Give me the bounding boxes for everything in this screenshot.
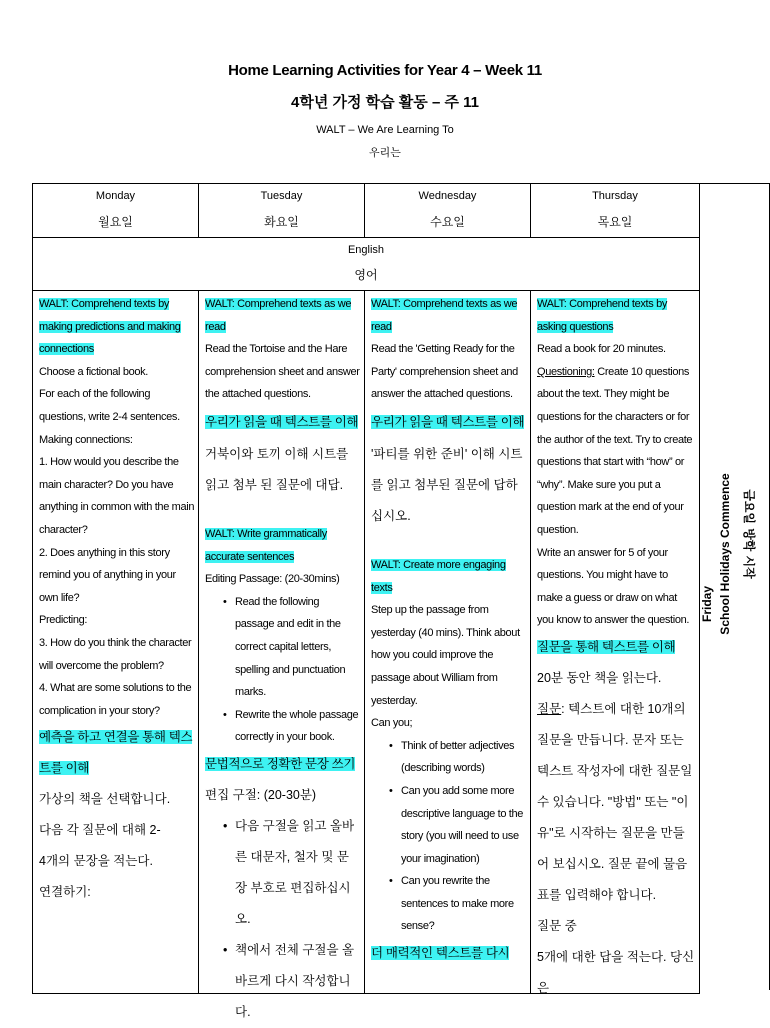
tuesday-text-1: Read the Tortoise and the Hare comprehension sheet and answer the attached questions. xyxy=(205,343,360,401)
thursday-cell xyxy=(531,291,700,994)
questioning-label-korean: 질문 xyxy=(537,701,562,716)
tuesday-text-1-korean: 거북이와 토끼 이해 시트를 읽고 첨부 된 질문에 대답. xyxy=(205,446,349,492)
monday-kr-line: 가상의 책을 선택합니다. xyxy=(39,792,171,807)
day-label-korean: 목요일 xyxy=(597,215,633,229)
holidays-label: School Holidays Commence xyxy=(718,473,732,635)
activity-table xyxy=(32,183,700,1019)
page-title-korean: 4학년 가정 학습 활동 – 주 11 xyxy=(291,94,479,111)
monday-walt: WALT: Comprehend texts by making predictions and making connections xyxy=(39,298,181,356)
day-label-korean: 월요일 xyxy=(98,215,133,229)
tuesday-bullets xyxy=(205,591,361,749)
monday-cell xyxy=(33,291,199,994)
tuesday-text-2: Editing Passage: (20-30mins) xyxy=(205,573,340,586)
thursday-walt: WALT: Comprehend texts by asking questions xyxy=(537,298,668,333)
monday-line: For each of the following questions, write 2-4 sentences. xyxy=(39,388,180,423)
thursday-kr-3: 질문 중 xyxy=(537,918,577,933)
tuesday-walt-2-korean: 문법적으로 정확한 문장 쓰기 xyxy=(205,756,356,771)
thursday-text-3: Write an answer for 5 of your questions. You might have to make a guess or draw on what you know to answer the question. xyxy=(537,546,690,627)
tuesday-text-2-korean: 편집 구절: (20-30분) xyxy=(205,787,317,802)
thursday-text-2 xyxy=(537,361,696,542)
walt-heading: WALT – We Are Learning To xyxy=(316,124,454,136)
subject-row xyxy=(33,238,700,291)
holidays-label-korean: 금요일 방학 시작 xyxy=(742,489,756,579)
list-item: • 책에서 전체 구절을 올바르게 다시 작성합니다. xyxy=(223,935,361,1028)
monday-line: 2. Does anything in this story remind you of anything in your own life? xyxy=(39,546,176,604)
header-tuesday xyxy=(199,184,365,238)
wednesday-walt-1: WALT: Comprehend texts as we read xyxy=(371,298,518,333)
thursday-kr-1: 20분 동안 책을 읽는다. xyxy=(537,670,662,685)
subject-label-korean: 영어 xyxy=(354,268,378,282)
monday-walt-korean: 예측을 하고 연결을 통해 텍스트를 이해 xyxy=(39,730,193,776)
day-label: Wednesday xyxy=(418,190,477,202)
day-label-korean: 수요일 xyxy=(430,215,465,229)
list-item: • Rewrite the whole passage correctly in your book. xyxy=(223,704,361,749)
monday-kr-line: 다음 각 질문에 대해 2- xyxy=(39,823,161,838)
thursday-text-1: Read a book for 20 minutes. xyxy=(537,343,666,356)
thursday-walt-korean: 질문을 통해 텍스트를 이해 xyxy=(537,639,676,654)
day-label: Tuesday xyxy=(260,190,303,202)
thursday-kr-2 xyxy=(537,694,696,911)
header-thursday xyxy=(531,184,700,238)
tuesday-cell xyxy=(199,291,365,1019)
wednesday-text-3: Can you; xyxy=(371,717,413,730)
header-wednesday xyxy=(365,184,531,238)
list-item: • 다음 구절을 읽고 올바른 대문자, 철자 및 문장 부호로 편집하십시오. xyxy=(223,811,361,935)
wednesday-text-1: Read the 'Getting Ready for the Party' comprehension sheet and answer the attached questions. xyxy=(371,343,518,401)
list-item: • Can you rewrite the sentences to make more sense? xyxy=(389,870,527,938)
questioning-label: Questioning: xyxy=(537,365,595,378)
day-label: Monday xyxy=(95,190,136,202)
monday-line: Predicting: xyxy=(39,614,88,627)
friday-label: Friday xyxy=(700,585,714,623)
monday-line: Choose a fictional book. xyxy=(39,365,149,378)
thursday-text-2-body: Create 10 questions about the text. They might be questions for the characters or for the author of the text. Try to create questions that start with “how” or “why”. Make sure you put a question mark at the end of your question. xyxy=(537,365,693,536)
monday-line: 3. How do you think the character will overcome the problem? xyxy=(39,636,192,672)
list-item: • Think of better adjectives (describing words) xyxy=(389,735,527,780)
list-item: • Can you add some more descriptive language to the story (you will need to use your imagination) xyxy=(389,780,527,870)
wednesday-walt-1-korean: 우리가 읽을 때 텍스트를 이해 xyxy=(371,414,525,429)
monday-kr-line: 연결하기: xyxy=(39,885,91,900)
monday-line: 4. What are some solutions to the complication in your story? xyxy=(39,682,192,717)
thursday-kr-2-body: : 텍스트에 대한 10개의 질문을 만듭니다. 문자 또는 텍스트 작성자에 대한 질문일 수 있습니다. "방법" 또는 "이유"로 시작하는 질문을 만들어 보십시오. 질문 끝에 물음표를 입력해야 합니다. xyxy=(537,701,693,902)
title-block xyxy=(0,62,770,160)
subject-label: English xyxy=(347,244,385,256)
thursday-kr-4: 5개에 대한 답을 적는다. 당신은 xyxy=(537,949,695,995)
wednesday-cell xyxy=(365,291,531,994)
walt-heading-korean: 우리는 xyxy=(369,147,401,159)
monday-kr-line: 4개의 문장을 적는다. xyxy=(39,854,153,869)
tuesday-bullets-korean xyxy=(205,811,361,1028)
wednesday-text-2: Step up the passage from yesterday (40 mins). Think about how you could improve the passage about William from yesterday. xyxy=(371,604,520,707)
tuesday-walt-1: WALT: Comprehend texts as we read xyxy=(205,298,352,333)
wednesday-text-1-korean: '파티를 위한 준비' 이해 시트를 읽고 첨부된 질문에 답하십시오. xyxy=(371,446,523,523)
header-monday xyxy=(33,184,199,238)
tuesday-walt-2: WALT: Write grammatically accurate sentences xyxy=(205,527,327,563)
wednesday-walt-2: WALT: Create more engaging texts xyxy=(371,558,506,594)
day-label-korean: 화요일 xyxy=(264,215,299,229)
list-item: • Read the following passage and edit in the correct capital letters, spelling and punctuation marks. xyxy=(223,591,361,704)
wednesday-walt-2-korean: 더 매력적인 텍스트를 다시 xyxy=(371,946,510,961)
monday-line: 1. How would you describe the main character? Do you have anything in common with the main character? xyxy=(39,456,195,536)
day-label: Thursday xyxy=(592,190,638,202)
monday-line: Making connections: xyxy=(39,433,133,446)
friday-column xyxy=(699,183,770,990)
tuesday-walt-1-korean: 우리가 읽을 때 텍스트를 이해 xyxy=(205,414,359,429)
friday-rotated-labels xyxy=(699,184,769,990)
page-title-english: Home Learning Activities for Year 4 – Week 11 xyxy=(228,62,542,79)
wednesday-bullets xyxy=(371,735,527,938)
